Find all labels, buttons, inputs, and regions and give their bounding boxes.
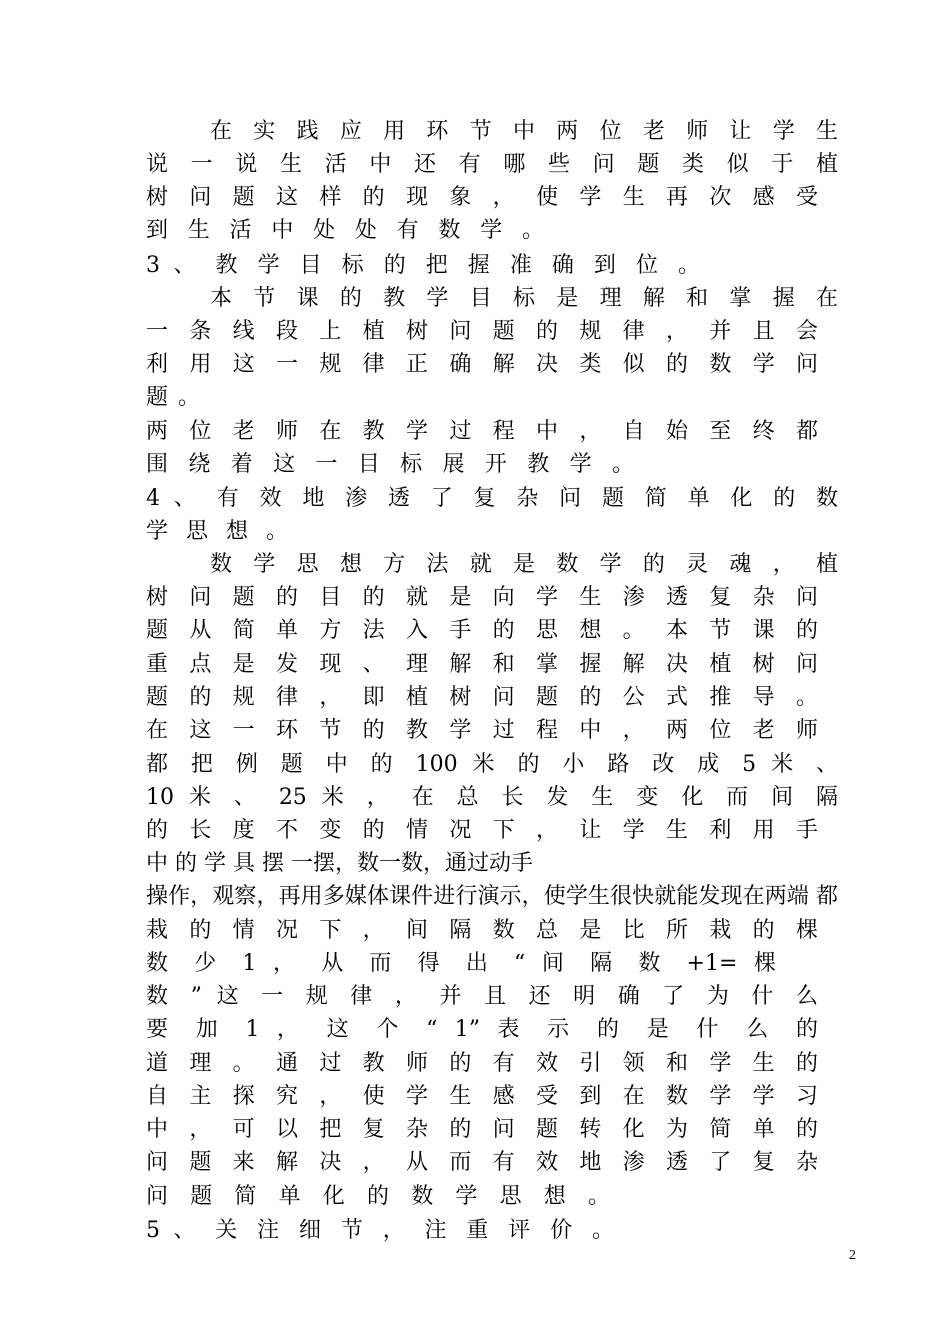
text-line: 数 少 1 ， 从 而 得 出 “ 间 隔 数 +1= 棵 [146, 951, 776, 976]
text-line: 在 这 一 环 节 的 教 学 过 程 中 ， 两 位 老 师 [146, 718, 818, 743]
text-line: 道 理 。 通 过 教 师 的 有 效 引 领 和 学 生 的 [146, 1051, 818, 1076]
text-line: 围 绕 着 这 一 目 标 展 开 教 学 。 [146, 452, 634, 477]
text-line: 在 实 践 应 用 环 节 中 两 位 老 师 让 学 生 [210, 119, 838, 144]
text-line: 树 问 题 的 目 的 就 是 向 学 生 渗 透 复 杂 问 [146, 585, 818, 610]
text-line: 中 的 学 具 摆 一摆，数一数，通过动手 [146, 851, 533, 876]
text-line: 利 用 这 一 规 律 正 确 解 决 类 似 的 数 学 问 [146, 352, 818, 377]
text-line: 树 问 题 这 样 的 现 象 ， 使 学 生 再 次 感 受 [146, 185, 818, 210]
section-heading: 4 、 有 效 地 渗 透 了 复 杂 问 题 简 单 化 的 数 [146, 486, 838, 511]
text-line: 题 的 规 律 ， 即 植 树 问 题 的 公 式 推 导 。 [146, 685, 818, 710]
text-line: 10 米 、 25 米 ， 在 总 长 发 生 变 化 而 间 隔 [146, 785, 838, 810]
text-line: 重 点 是 发 现 、 理 解 和 掌 握 解 决 植 树 问 [146, 652, 818, 677]
text-line: 一 条 线 段 上 植 树 问 题 的 规 律 ， 并 且 会 [146, 319, 818, 344]
text-line: 问 题 来 解 决 ， 从 而 有 效 地 渗 透 了 复 杂 [146, 1150, 818, 1175]
text-line: 说 一 说 生 活 中 还 有 哪 些 问 题 类 似 于 植 [146, 152, 838, 177]
page-number: 2 [849, 1248, 856, 1263]
text-line: 数 学 思 想 方 法 就 是 数 学 的 灵 魂 ， 植 [210, 552, 838, 577]
section-heading: 5 、 关 注 细 节 ， 注 重 评 价 。 [146, 1218, 614, 1243]
text-line: 操作，观察，再用多媒体课件进行演示，使学生很快就能发现在两端 都 [146, 884, 838, 909]
text-line: 栽 的 情 况 下 ， 间 隔 数 总 是 比 所 栽 的 棵 [146, 918, 818, 943]
section-heading: 学 思 想 。 [146, 519, 288, 544]
text-line: 题 。 [146, 385, 200, 410]
text-line: 的 长 度 不 变 的 情 况 下 ， 让 学 生 利 用 手 [146, 818, 818, 843]
text-line: 自 主 探 究 ， 使 学 生 感 受 到 在 数 学 学 习 [146, 1084, 818, 1109]
text-line: 到 生 活 中 处 处 有 数 学 。 [146, 218, 544, 243]
text-line: 要 加 1 ， 这 个 “ 1” 表 示 的 是 什 么 的 [146, 1017, 818, 1042]
text-line: 本 节 课 的 教 学 目 标 是 理 解 和 掌 握 在 [210, 286, 838, 311]
text-line: 两 位 老 师 在 教 学 过 程 中 ， 自 始 至 终 都 [146, 419, 818, 444]
text-line: 题 从 简 单 方 法 入 手 的 思 想 。 本 节 课 的 [146, 618, 818, 643]
text-line: 都 把 例 题 中 的 100 米 的 小 路 改 成 5 米 、 [146, 752, 838, 777]
text-line: 中 ， 可 以 把 复 杂 的 问 题 转 化 为 简 单 的 [146, 1117, 818, 1142]
text-line: 数 ” 这 一 规 律 ， 并 且 还 明 确 了 为 什 么 [146, 984, 818, 1009]
text-line: 问 题 简 单 化 的 数 学 思 想 。 [146, 1184, 610, 1209]
section-heading: 3 、 教 学 目 标 的 把 握 准 确 到 位 。 [146, 253, 700, 278]
